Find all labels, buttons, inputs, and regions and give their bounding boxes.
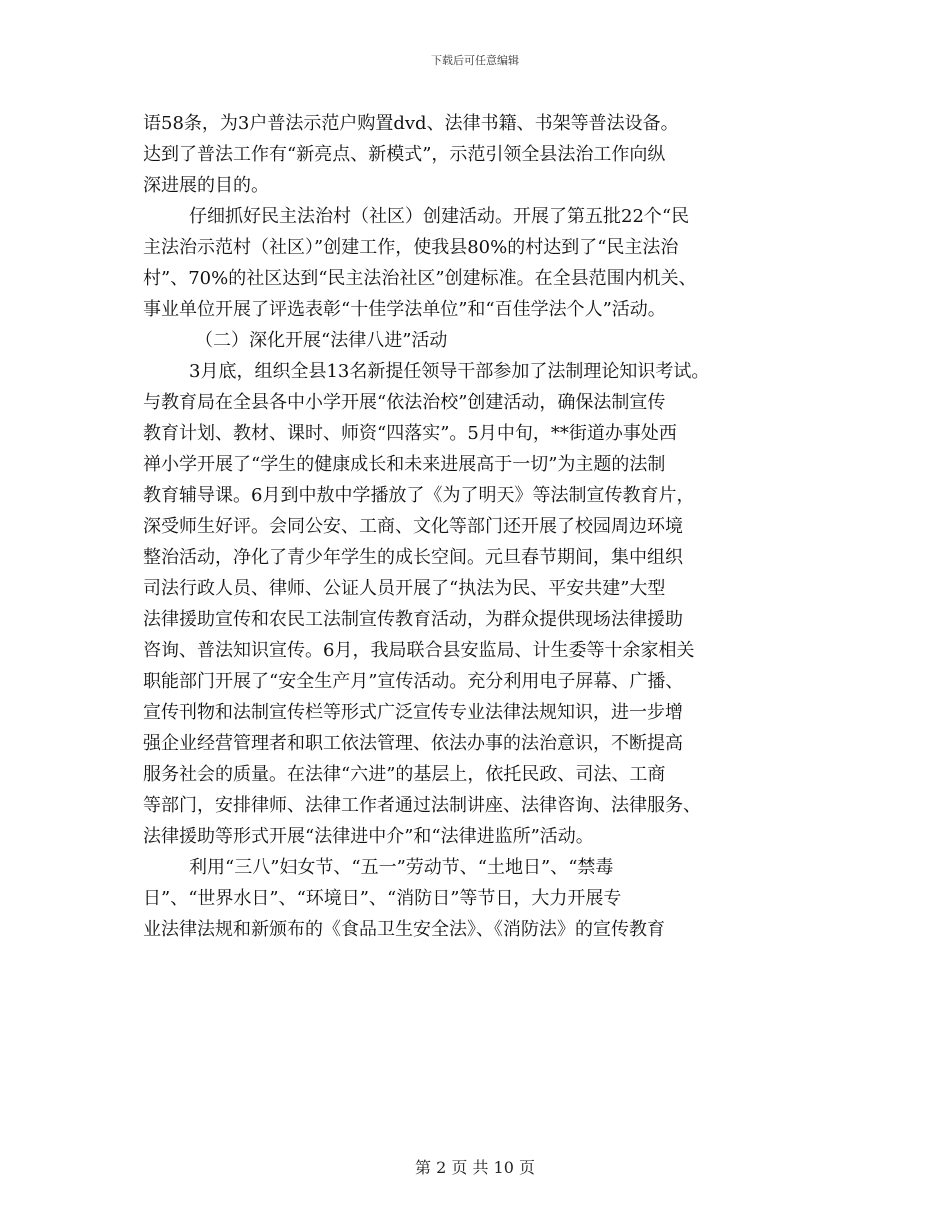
body-text-line: 语58条，为3户普法示范户购置dvd、法律书籍、书架等普法设备。 (143, 113, 679, 134)
body-text-line: 禅小学开展了“学生的健康成长和未来进展高于一切”为主题的法制 (143, 454, 666, 475)
body-text-line: 与教育局在全县各中小学开展“依法治校”创建活动，确保法制宣传 (143, 392, 666, 413)
body-text-line: 达到了普法工作有“新亮点、新模式”，示范引领全县法治工作向纵 (143, 144, 666, 165)
body-text-line: 利用“三八”妇女节、“五一”劳动节、“土地日”、“禁毒 (189, 857, 614, 878)
body-text-line: 整治活动，净化了青少年学生的成长空间。元旦春节期间，集中组织 (143, 547, 683, 568)
body-text-line: 法律援助等形式开展“法律进中介”和“法律进监所”活动。 (143, 826, 594, 847)
body-text-line: 3月底，组织全县13名新提任领导干部参加了法制理论知识考试。 (189, 361, 710, 382)
body-text-line: 宣传刊物和法制宣传栏等形式广泛宣传专业法律法规知识，进一步增 (143, 702, 683, 723)
body-text-line: 教育计划、教材、课时、师资“四落实”。5月中旬，**街道办事处西 (143, 423, 677, 444)
body-text-line: 司法行政人员、律师、公证人员开展了“执法为民、平安共建”大型 (143, 578, 666, 599)
body-text-line: 强企业经营管理者和职工依法管理、依法办事的法治意识，不断提高 (143, 733, 683, 754)
page-header: 下载后可任意编辑 (431, 54, 519, 67)
body-text-line: 咨询、普法知识宣传。6月，我局联合县安监局、计生委等十余家相关 (143, 640, 695, 661)
body-text-line: 深进展的目的。 (143, 175, 269, 196)
body-text-line: 日”、“世界水日”、“环境日”、“消防日”等节日，大力开展专 (143, 888, 622, 909)
body-text-line: 等部门，安排律师、法律工作者通过法制讲座、法律咨询、法律服务、 (143, 795, 701, 816)
body-text-line: 深受师生好评。会同公安、工商、文化等部门还开展了校园周边环境 (143, 516, 683, 537)
body-text-line: 法律援助宣传和农民工法制宣传教育活动，为群众提供现场法律援助 (143, 609, 683, 630)
body-text-line: 村”、70%的社区达到“民主法治社区”创建标准。在全县范围内机关、 (143, 268, 697, 289)
page-number: 第 2 页 共 10 页 (415, 1158, 535, 1177)
body-text-line: 服务社会的质量。在法律“六进”的基层上，依托民政、司法、工商 (143, 764, 666, 785)
body-text-line: 事业单位开展了评选表彰“十佳学法单位”和“百佳学法个人”活动。 (143, 299, 666, 320)
body-text-line: 业法律法规和新颁布的《食品卫生安全法》、《消防法》的宣传教育 (143, 919, 665, 940)
body-text-line: 主法治示范村（社区）”创建工作，使我县80%的村达到了“民主法治 (143, 237, 679, 258)
body-text-line: （二）深化开展“法律八进”活动 (195, 330, 448, 351)
body-text-line: 仔细抓好民主法治村（社区）创建活动。开展了第五批22个“民 (189, 206, 690, 227)
document-body (143, 108, 823, 945)
body-text-line: 职能部门开展了“安全生产月”宣传活动。充分利用电子屏幕、广播、 (143, 671, 684, 692)
body-text-line: 教育辅导课。6月到中敖中学播放了《为了明天》等法制宣传教育片， (143, 485, 695, 506)
